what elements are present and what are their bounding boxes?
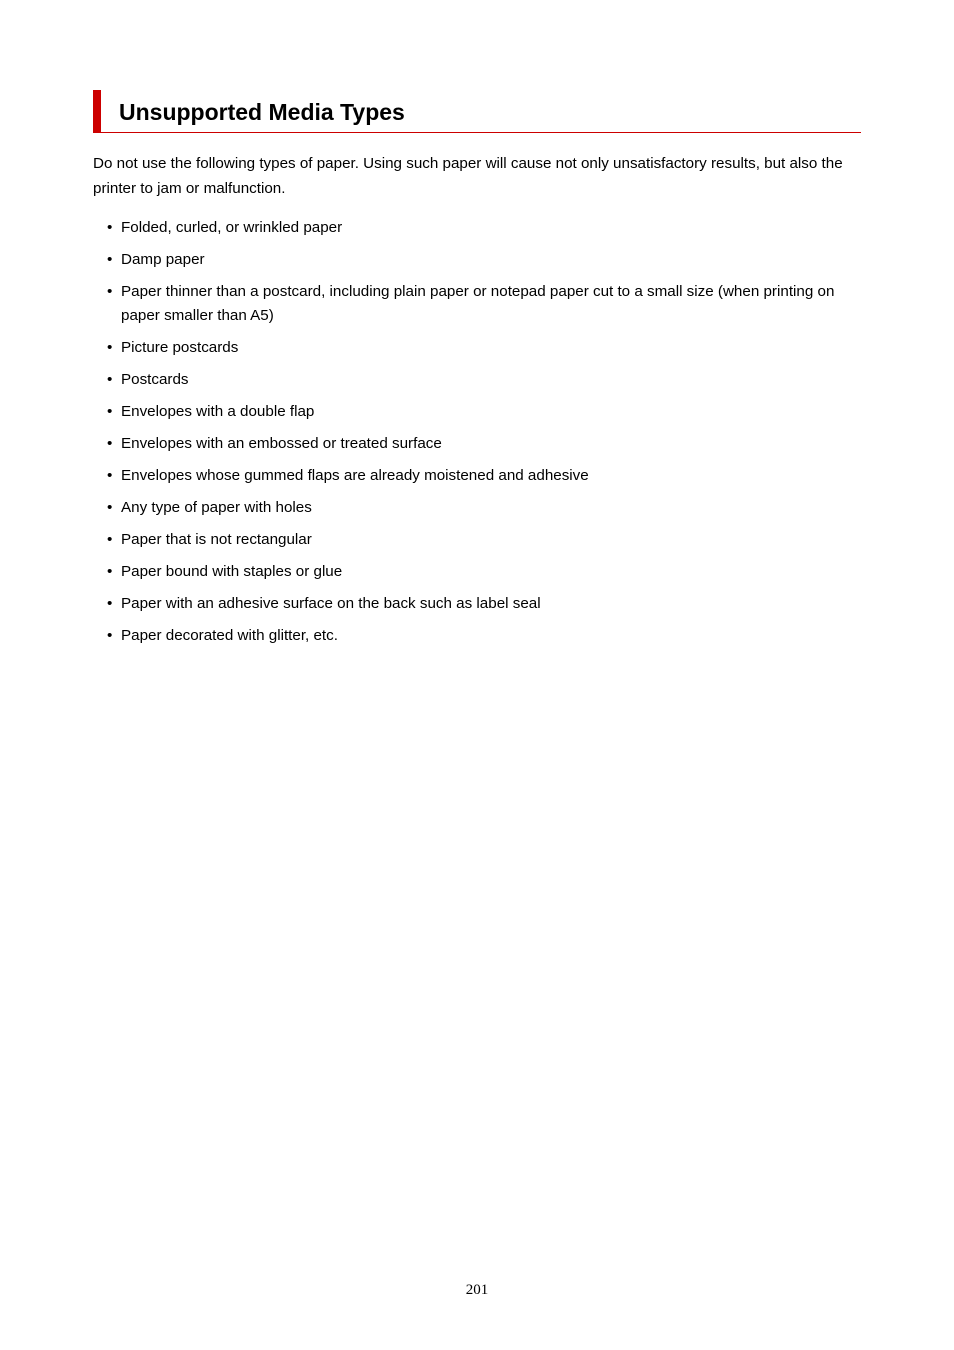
list-item bbox=[93, 464, 861, 488]
list-item-text: Paper bound with staples or glue bbox=[121, 563, 343, 580]
intro-paragraph: Do not use the following types of paper. Using such paper will cause not only unsatisfactory results, but also the printer to jam or malfunction. bbox=[93, 155, 843, 197]
list-item bbox=[93, 624, 861, 648]
list-item-text: Folded, curled, or wrinkled paper bbox=[121, 219, 343, 236]
list-item bbox=[93, 432, 861, 456]
list-item bbox=[93, 336, 861, 360]
list-item-text: Paper with an adhesive surface on the back such as label seal bbox=[121, 595, 541, 612]
list-item bbox=[93, 528, 861, 552]
list-item bbox=[93, 216, 861, 240]
bullet-icon: • bbox=[107, 283, 113, 300]
list-item-text: Any type of paper with holes bbox=[121, 499, 312, 516]
list-item bbox=[93, 280, 861, 328]
bullet-icon: • bbox=[107, 219, 113, 236]
list-item-text: Envelopes with an embossed or treated surface bbox=[121, 435, 442, 452]
list-item bbox=[93, 496, 861, 520]
list-item bbox=[93, 560, 861, 584]
list-item-text: Paper thinner than a postcard, including plain paper or notepad paper cut to a small size (when printing on paper smaller than A5) bbox=[121, 283, 835, 324]
bullet-icon: • bbox=[107, 339, 113, 356]
bullet-icon: • bbox=[107, 403, 113, 420]
bullet-icon: • bbox=[107, 627, 113, 644]
list-item-text: Paper decorated with glitter, etc. bbox=[121, 627, 338, 644]
bullet-icon: • bbox=[107, 251, 113, 268]
list-item-text: Postcards bbox=[121, 371, 189, 388]
list-item-text: Envelopes with a double flap bbox=[121, 403, 315, 420]
list-item bbox=[93, 368, 861, 392]
bullet-icon: • bbox=[107, 499, 113, 516]
list-item-text: Picture postcards bbox=[121, 339, 239, 356]
heading-accent-bar bbox=[93, 90, 101, 133]
bullet-icon: • bbox=[107, 435, 113, 452]
page-title: Unsupported Media Types bbox=[119, 99, 405, 125]
unsupported-media-list bbox=[93, 216, 861, 656]
bullet-icon: • bbox=[107, 595, 113, 612]
list-item bbox=[93, 400, 861, 424]
list-item-text: Envelopes whose gummed flaps are already moistened and adhesive bbox=[121, 467, 589, 484]
list-item-text: Damp paper bbox=[121, 251, 205, 268]
section-heading bbox=[93, 90, 861, 133]
bullet-icon: • bbox=[107, 467, 113, 484]
bullet-icon: • bbox=[107, 563, 113, 580]
list-item-text: Paper that is not rectangular bbox=[121, 531, 312, 548]
bullet-icon: • bbox=[107, 371, 113, 388]
bullet-icon: • bbox=[107, 531, 113, 548]
list-item bbox=[93, 248, 861, 272]
page-number: 201 bbox=[465, 1282, 489, 1298]
list-item bbox=[93, 592, 861, 616]
